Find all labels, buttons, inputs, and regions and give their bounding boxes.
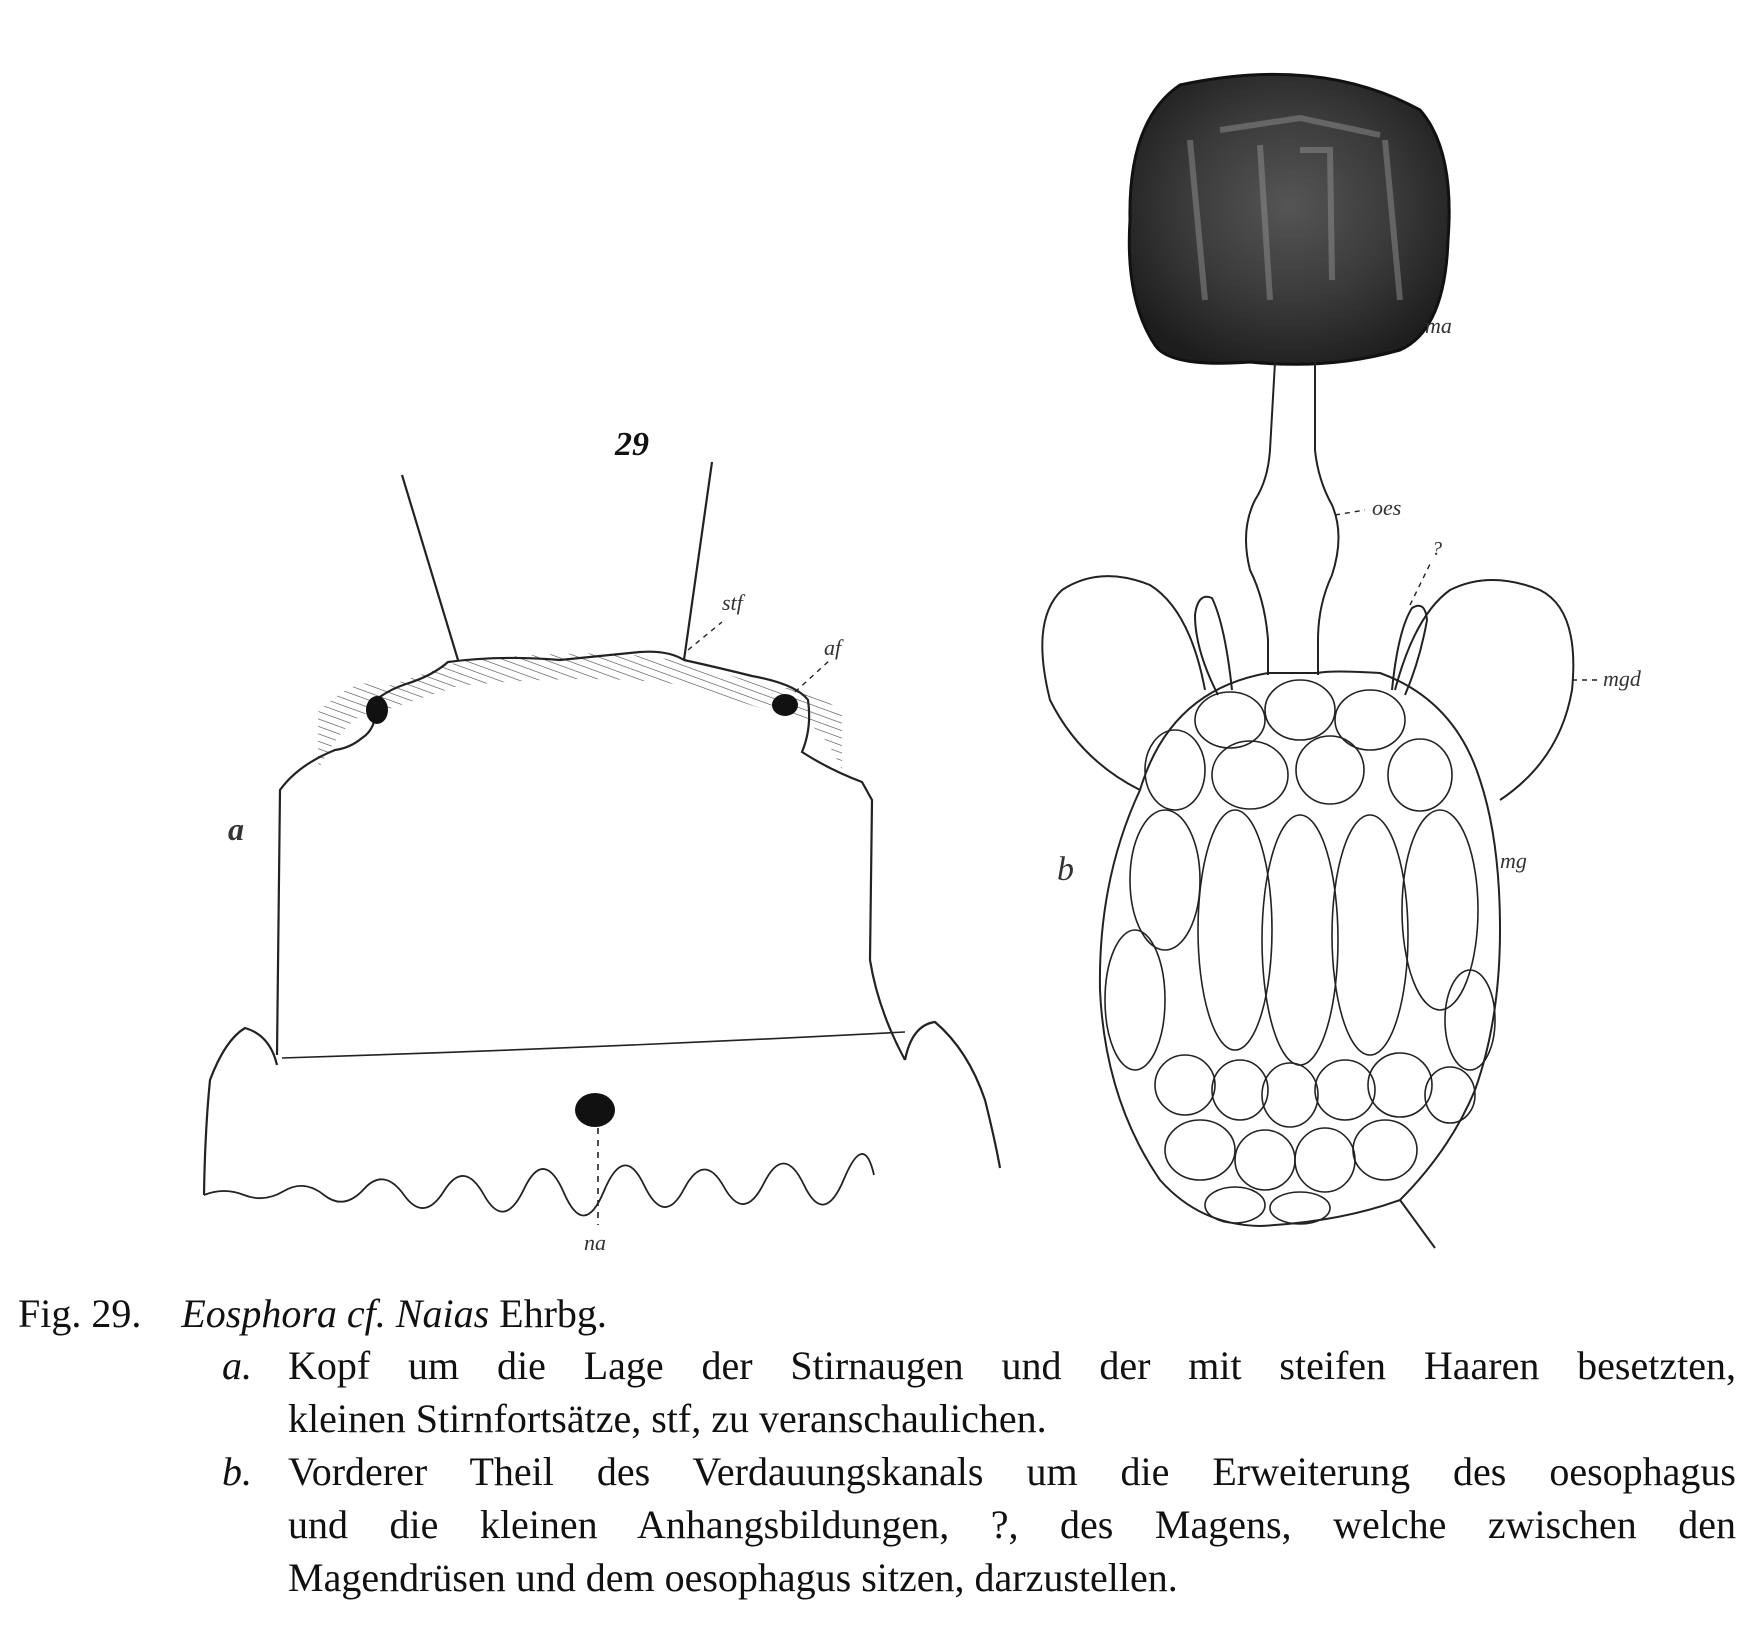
neck-line [282,1032,905,1058]
stomach-cells [1105,680,1495,1224]
hair-fringe [318,654,842,771]
right-bristle [684,462,712,660]
oesophagus [1246,362,1339,675]
caption-heading [18,1290,607,1338]
stf-leader-line [688,622,722,650]
left-eye-spot [366,696,388,724]
panel-a-drawing [204,426,1000,1225]
lower-body-wavy-edge [204,1154,874,1216]
caption-authority: Ehrbg. [499,1291,607,1336]
panel-a-label: a [228,811,244,847]
caption-item-b-line2: und die kleinen Anhangsbildungen, ?, des Magens, welche zwischen den [288,1502,1736,1547]
oes-label: oes [1372,495,1402,520]
mgd-label: mgd [1603,666,1641,691]
ma-label: ma [1425,313,1452,338]
caption-item-a-line1: Kopf um die Lage der Stirnaugen und der mit steifen Haaren besetzten, [288,1343,1736,1388]
caption-fig-label: Fig. 29. [18,1291,142,1336]
stf-label: stf [722,590,743,615]
left-bristle [402,475,458,660]
left-gastric-gland [1042,576,1205,790]
af-label: af [824,635,842,660]
na-label: na [584,1230,606,1255]
caption-species: Eosphora cf. Naias [181,1291,490,1336]
mg-label: mg [1500,848,1527,873]
caption-item-b-line3: Magendrüsen und dem oesophagus sitzen, darzustellen. [288,1555,1178,1600]
na-spot [575,1093,615,1127]
caption-item-b-line1: Vorderer Theil des Verdauungskanals um die Erweiterung des oesophagus [288,1449,1736,1494]
question-label: ? [1432,538,1442,560]
panel-b-drawing [1042,74,1600,1248]
caption-item-b-letter: b. [222,1449,252,1494]
right-gastric-gland [1395,580,1573,800]
caption-item-a-line2: kleinen Stirnfortsätze, stf, zu veranschaulichen. [288,1396,1047,1441]
question-leader-line [1410,560,1432,605]
stomach-tail [1400,1200,1435,1248]
af-leader-line [795,660,830,692]
caption-item-a-letter: a. [222,1343,252,1388]
figure-number-label: 29 [615,426,649,463]
right-eye-spot [772,694,798,716]
panel-b-label: b [1057,851,1074,888]
oes-leader-line [1335,510,1365,515]
left-appendage [1195,597,1232,695]
